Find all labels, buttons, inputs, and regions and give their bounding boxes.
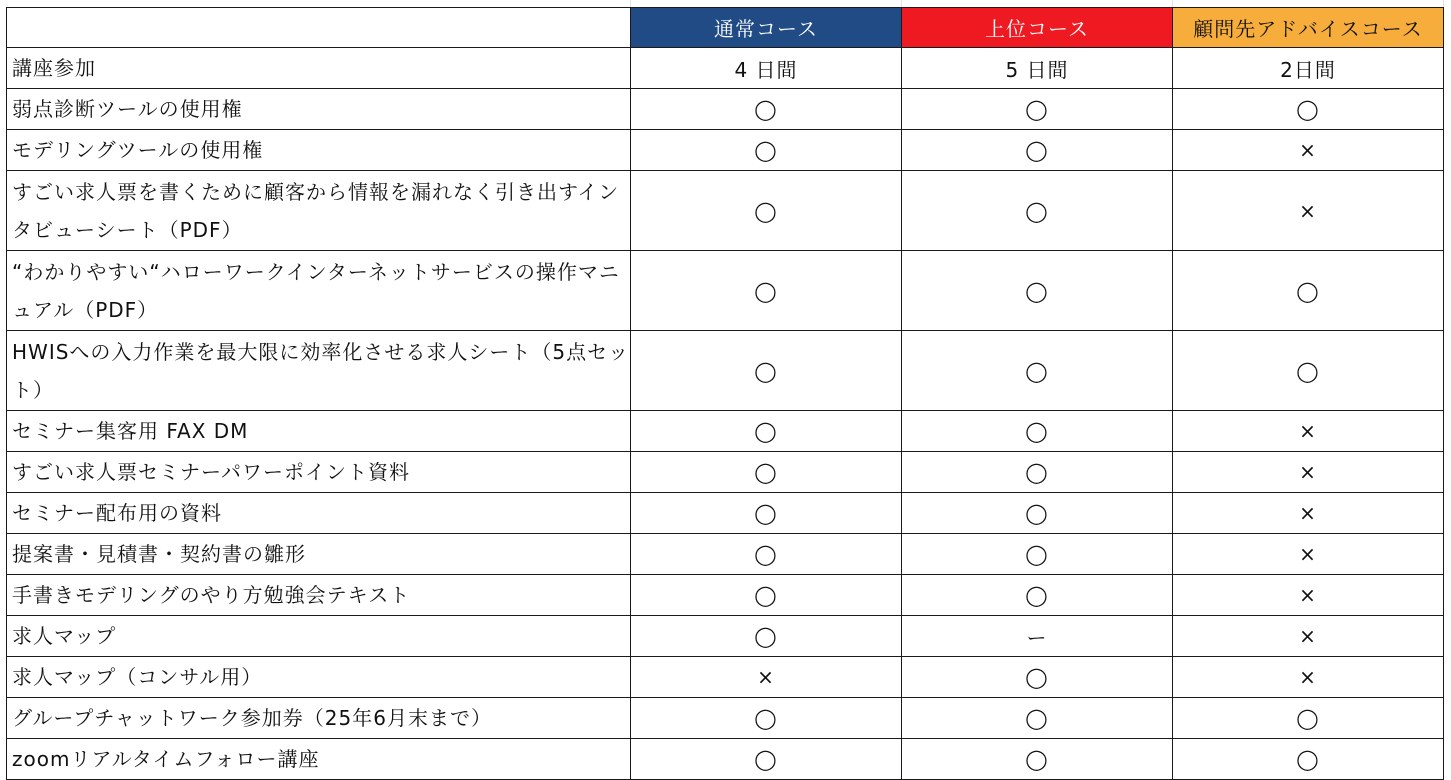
- advisor-course-value: ×: [1299, 542, 1317, 566]
- upper-course-value: ◯: [1025, 460, 1049, 484]
- upper-course-cell[interactable]: [902, 251, 1173, 331]
- normal-course-cell[interactable]: [631, 411, 902, 452]
- advisor-course-cell[interactable]: [1173, 575, 1444, 616]
- normal-course-cell[interactable]: [631, 89, 902, 130]
- advisor-course-cell[interactable]: [1173, 657, 1444, 698]
- advisor-course-value: ×: [1299, 460, 1317, 484]
- normal-course-cell[interactable]: [631, 616, 902, 657]
- upper-course-value: ◯: [1025, 198, 1049, 223]
- upper-course-value: ◯: [1025, 278, 1049, 303]
- normal-course-value: ◯: [754, 97, 778, 121]
- upper-course-value: 5 日間: [1005, 57, 1069, 82]
- upper-course-cell[interactable]: [902, 493, 1173, 534]
- normal-course-value: ◯: [754, 747, 778, 771]
- table-row: [7, 48, 1444, 89]
- row-label-cell[interactable]: グループチャットワーク参加券（25年6月末まで）: [7, 698, 631, 739]
- row-label-cell[interactable]: モデリングツールの使用権: [7, 130, 631, 171]
- advisor-course-value: ×: [1299, 501, 1317, 525]
- upper-course-value: ◯: [1025, 138, 1049, 162]
- normal-course-cell[interactable]: [631, 130, 902, 171]
- normal-course-value: ◯: [754, 358, 778, 383]
- row-label-cell[interactable]: “わかりやすい“ハローワークインターネットサービスの操作マニュアル（PDF）: [7, 251, 631, 331]
- row-label-cell[interactable]: 手書きモデリングのやり方勉強会テキスト: [7, 575, 631, 616]
- advisor-course-cell[interactable]: [1173, 452, 1444, 493]
- table-row: [7, 452, 1444, 493]
- header-normal-course[interactable]: 通常コース: [631, 8, 902, 48]
- table-row: [7, 493, 1444, 534]
- normal-course-cell[interactable]: [631, 575, 902, 616]
- advisor-course-value: ×: [1299, 198, 1317, 223]
- advisor-course-value: ×: [1299, 624, 1317, 648]
- upper-course-cell[interactable]: [902, 739, 1173, 780]
- upper-course-value: ◯: [1025, 583, 1049, 607]
- row-label-cell[interactable]: セミナー配布用の資料: [7, 493, 631, 534]
- row-label-cell[interactable]: 求人マップ（コンサル用）: [7, 657, 631, 698]
- advisor-course-cell[interactable]: [1173, 739, 1444, 780]
- table-row: [7, 616, 1444, 657]
- upper-course-cell[interactable]: [902, 89, 1173, 130]
- advisor-course-value: ×: [1299, 583, 1317, 607]
- normal-course-cell[interactable]: [631, 251, 902, 331]
- normal-course-cell[interactable]: [631, 698, 902, 739]
- upper-course-cell[interactable]: [902, 534, 1173, 575]
- upper-course-cell[interactable]: [902, 575, 1173, 616]
- course-comparison-table: [6, 7, 1444, 780]
- advisor-course-cell[interactable]: [1173, 171, 1444, 251]
- upper-course-cell[interactable]: [902, 411, 1173, 452]
- upper-course-cell[interactable]: [902, 130, 1173, 171]
- upper-course-value: ー: [1026, 625, 1048, 650]
- normal-course-value: ◯: [754, 198, 778, 223]
- advisor-course-value: ×: [1299, 138, 1317, 162]
- table-row: [7, 171, 1444, 251]
- header-upper-course[interactable]: 上位コース: [902, 8, 1173, 48]
- normal-course-cell[interactable]: [631, 331, 902, 411]
- advisor-course-cell[interactable]: [1173, 493, 1444, 534]
- advisor-course-value: ×: [1299, 665, 1317, 689]
- normal-course-value: ◯: [754, 419, 778, 443]
- normal-course-value: ◯: [754, 624, 778, 648]
- advisor-course-cell[interactable]: [1173, 411, 1444, 452]
- normal-course-cell[interactable]: [631, 48, 902, 89]
- normal-course-cell[interactable]: [631, 657, 902, 698]
- normal-course-value: ◯: [754, 138, 778, 162]
- row-label-cell[interactable]: セミナー集客用 FAX DM: [7, 411, 631, 452]
- table-row: [7, 657, 1444, 698]
- row-label-cell[interactable]: 求人マップ: [7, 616, 631, 657]
- upper-course-cell[interactable]: [902, 48, 1173, 89]
- upper-course-cell[interactable]: [902, 698, 1173, 739]
- upper-course-cell[interactable]: [902, 657, 1173, 698]
- advisor-course-value: ◯: [1296, 706, 1320, 730]
- row-label-cell[interactable]: すごい求人票を書くために顧客から情報を漏れなく引き出すインタビューシート（PDF）: [7, 171, 631, 251]
- upper-course-cell[interactable]: [902, 331, 1173, 411]
- upper-course-cell[interactable]: [902, 616, 1173, 657]
- advisor-course-cell[interactable]: [1173, 698, 1444, 739]
- normal-course-cell[interactable]: [631, 452, 902, 493]
- normal-course-cell[interactable]: [631, 534, 902, 575]
- normal-course-cell[interactable]: [631, 171, 902, 251]
- advisor-course-cell[interactable]: [1173, 251, 1444, 331]
- advisor-course-value: 2日間: [1280, 57, 1336, 82]
- normal-course-value: ◯: [754, 542, 778, 566]
- advisor-course-cell[interactable]: [1173, 331, 1444, 411]
- normal-course-value: ×: [757, 665, 775, 689]
- row-label-cell[interactable]: HWISへの入力作業を最大限に効率化させる求人シート（5点セット）: [7, 331, 631, 411]
- table-row: [7, 251, 1444, 331]
- upper-course-value: ◯: [1025, 542, 1049, 566]
- advisor-course-value: ◯: [1296, 97, 1320, 121]
- header-advisor-course[interactable]: 顧問先アドバイスコース: [1173, 8, 1444, 48]
- header-row: [7, 8, 1444, 48]
- normal-course-cell[interactable]: [631, 493, 902, 534]
- normal-course-value: ◯: [754, 460, 778, 484]
- upper-course-value: ◯: [1025, 501, 1049, 525]
- advisor-course-value: ◯: [1296, 747, 1320, 771]
- normal-course-value: ◯: [754, 583, 778, 607]
- table-body: [7, 48, 1444, 780]
- advisor-course-cell[interactable]: [1173, 616, 1444, 657]
- advisor-course-cell[interactable]: [1173, 89, 1444, 130]
- upper-course-value: ◯: [1025, 706, 1049, 730]
- normal-course-value: ◯: [754, 501, 778, 525]
- table-row: [7, 411, 1444, 452]
- row-label-cell[interactable]: すごい求人票セミナーパワーポイント資料: [7, 452, 631, 493]
- table-row: [7, 331, 1444, 411]
- table-row: [7, 534, 1444, 575]
- normal-course-cell[interactable]: [631, 739, 902, 780]
- upper-course-cell[interactable]: [902, 452, 1173, 493]
- table-row: [7, 89, 1444, 130]
- advisor-course-cell[interactable]: [1173, 534, 1444, 575]
- upper-course-value: ◯: [1025, 97, 1049, 121]
- normal-course-value: ◯: [754, 706, 778, 730]
- upper-course-value: ◯: [1025, 665, 1049, 689]
- advisor-course-value: ◯: [1296, 278, 1320, 303]
- header-blank-cell[interactable]: [7, 8, 631, 48]
- normal-course-value: ◯: [754, 278, 778, 303]
- table-row: [7, 575, 1444, 616]
- advisor-course-value: ×: [1299, 419, 1317, 443]
- row-label-cell[interactable]: zoomリアルタイムフォロー講座: [7, 739, 631, 780]
- table-row: [7, 698, 1444, 739]
- row-label-cell[interactable]: 講座参加: [7, 48, 631, 89]
- upper-course-cell[interactable]: [902, 171, 1173, 251]
- normal-course-value: 4 日間: [734, 57, 798, 82]
- table-row: [7, 130, 1444, 171]
- row-label-cell[interactable]: 提案書・見積書・契約書の雛形: [7, 534, 631, 575]
- upper-course-value: ◯: [1025, 419, 1049, 443]
- row-label-cell[interactable]: 弱点診断ツールの使用権: [7, 89, 631, 130]
- table-row: [7, 739, 1444, 780]
- advisor-course-cell[interactable]: [1173, 48, 1444, 89]
- upper-course-value: ◯: [1025, 358, 1049, 383]
- upper-course-value: ◯: [1025, 747, 1049, 771]
- advisor-course-cell[interactable]: [1173, 130, 1444, 171]
- advisor-course-value: ◯: [1296, 358, 1320, 383]
